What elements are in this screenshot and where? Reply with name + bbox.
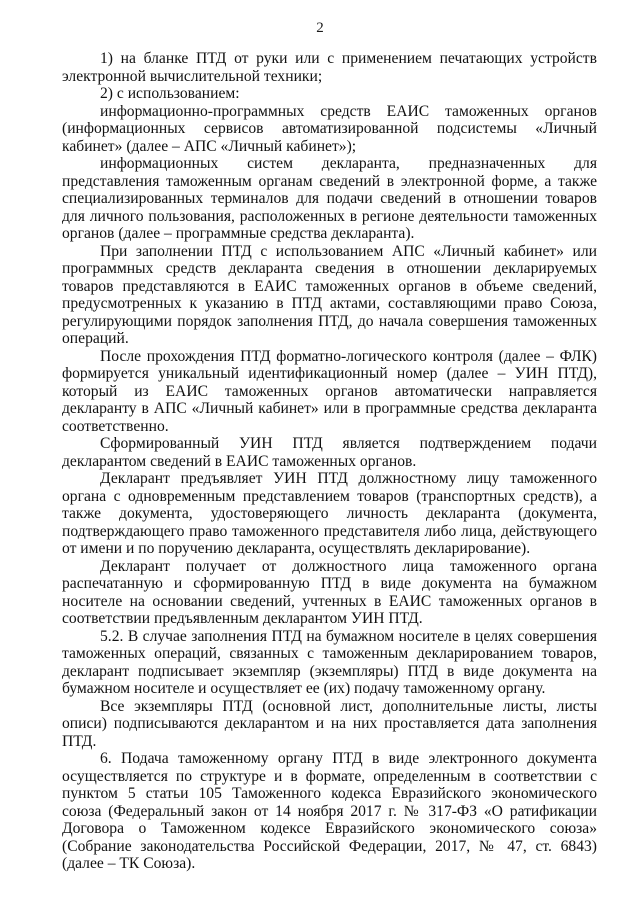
- paragraph-2: 2) с использованием:: [100, 85, 240, 102]
- paragraph-11: Все экземпляры ПТД (основной лист, дополнительные листы, листы описи) подписываются декларантом и на них проставляется дата заполнения ПТД.: [62, 697, 597, 750]
- paragraph-9: Декларант получает от должностного лица таможенного органа распечатанную и сформированную ПТД в виде документа на бумажном носителе на основании сведений, учтенных в ЕАИС таможенных органов в соответствии предъявленным декларантом УИН ПТД.: [62, 557, 597, 627]
- document-body: [62, 50, 597, 873]
- page-number: 2: [316, 20, 324, 36]
- paragraph-4: информационных систем декларанта, предназначенных для представления таможенным органам сведений в электронной форме, а также специализированных терминалов для подачи сведений в отношении товаров для личного пользования, расположенных в регионе деятельности таможенных органов (далее – программные средства декларанта).: [62, 155, 597, 242]
- paragraph-12: 6. Подача таможенному органу ПТД в виде электронного документа осуществляется по структуре и в формате, определенным в соответствии с пунктом 5 статьи 105 Таможенного кодекса Евразийского экономического союза (Федеральный закон от 14 ноября 2017 г. № 317-ФЗ «О ратификации Договора о Таможенном кодексе Евразийского экономического союза» (Собрание законодательства Российской Федерации, 2017, № 47, ст. 6843) (далее – ТК Союза).: [62, 750, 597, 872]
- paragraph-8: Декларант предъявляет УИН ПТД должностному лицу таможенного органа с одновременным представлением товаров (транспортных средств), а также документа, удостоверяющего личность декларанта (документа, подтверждающего право таможенного представителя либо лица, действующего от имени и по поручению декларанта, осуществлять декларирование).: [62, 470, 597, 557]
- paragraph-1: 1) на бланке ПТД от руки или с применением печатающих устройств электронной вычислительной техники;: [62, 50, 597, 85]
- paragraph-5: При заполнении ПТД с использованием АПС «Личный кабинет» или программных средств декларанта сведения в отношении декларируемых товаров представляются в ЕАИС таможенных органов в объеме сведений, предусмотренных к указанию в ПТД актами, составляющими право Союза, регулирующими порядок заполнения ПТД, до начала совершения таможенных операций.: [62, 242, 597, 347]
- paragraph-6: После прохождения ПТД форматно-логического контроля (далее – ФЛК) формируется уникальный идентификационный номер (далее – УИН ПТД), который из ЕАИС таможенных органов автоматически направляется декларанту в АПС «Личный кабинет» или в программные средства декларанта соответственно.: [62, 347, 597, 435]
- paragraph-3: информационно-программных средств ЕАИС таможенных органов (информационных сервисов автоматизированной подсистемы «Личный кабинет» (далее – АПС «Личный кабинет»);: [62, 102, 597, 155]
- paragraph-10: 5.2. В случае заполнения ПТД на бумажном носителе в целях совершения таможенных операций, связанных с таможенным декларированием товаров, декларант подписывает экземпляр (экземпляры) ПТД в виде документа на бумажном носителе и осуществляет ее (их) подачу таможенному органу.: [62, 627, 597, 697]
- paragraph-7: Сформированный УИН ПТД является подтверждением подачи декларантом сведений в ЕАИС таможенных органов.: [62, 435, 597, 470]
